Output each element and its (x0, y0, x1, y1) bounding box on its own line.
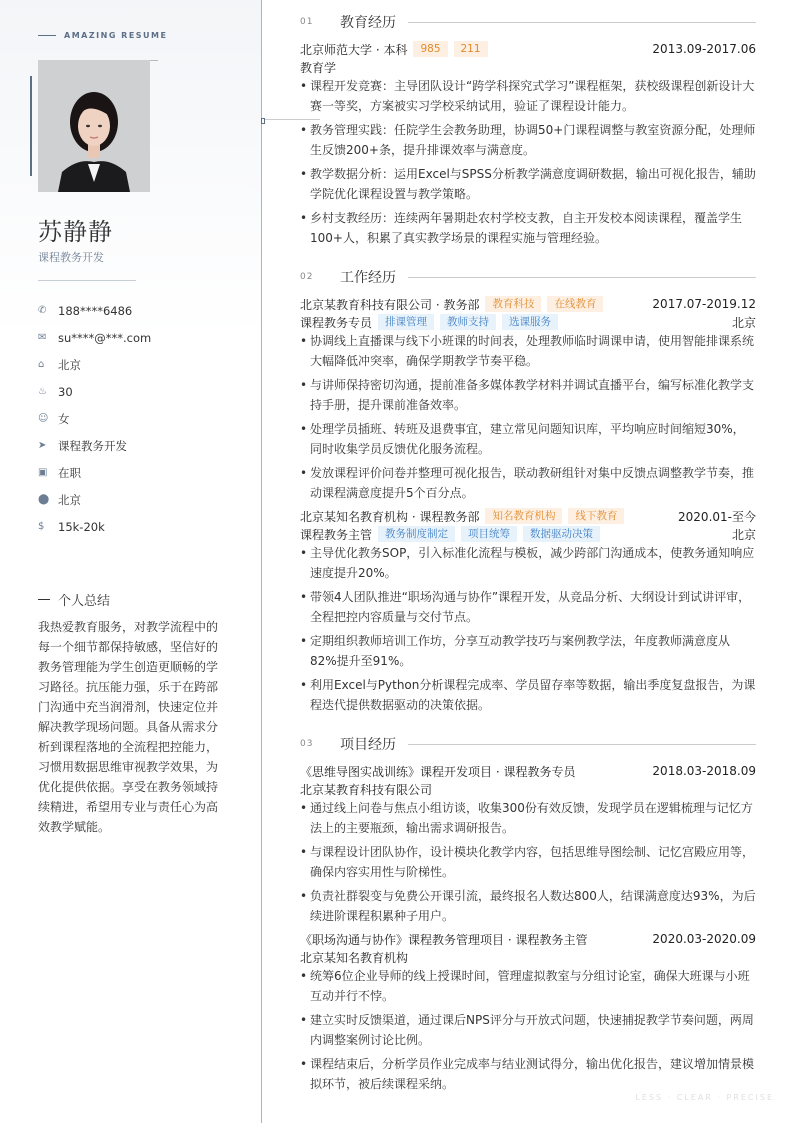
profile-photo (38, 60, 150, 192)
projects-header: 03 项目经历 (300, 734, 756, 754)
list-item: • 乡村支教经历：连续两年暑期赴农村学校支教，自主开发校本阅读课程，覆盖学生100+人，积累了真实教学场景的课程实施与管理经验。 (300, 208, 756, 248)
education-header: 01 教育经历 (300, 12, 756, 32)
divider (38, 280, 136, 281)
project-bullets (300, 798, 756, 930)
info-location: ⬤ 北京 (38, 492, 81, 507)
skill-tag: 教师支持 (440, 314, 496, 330)
info-salary: $ 15k-20k (38, 519, 105, 534)
profile-name: 苏静静 (38, 218, 113, 246)
email-icon: ✉ (38, 332, 47, 343)
home-icon: ⌂ (38, 359, 45, 370)
list-item: • 负责社群裂变与免费公开课引流，最终报名人数达800人，结课满意度达93%，为后续进阶课程积累种子用户。 (300, 886, 756, 926)
job-bullets (300, 543, 756, 719)
skill-tag: 排课管理 (378, 314, 434, 330)
list-item: • 主导优化教务SOP，引入标准化流程与模板，减少跨部门沟通成本，使教务通知响应速度提升20%。 (300, 543, 756, 583)
project-bullets (300, 966, 756, 1098)
list-item: • 协调线上直播课与线下小班课的时间表，处理教师临时调课申请，使用智能排课系统大幅降低冲突率，确保学期教学节奏平稳。 (300, 331, 756, 371)
send-icon: ➤ (38, 440, 47, 451)
list-item: • 定期组织教师培训工作坊，分享互动教学技巧与案例教学法，年度教师满意度从82%提升至91%。 (300, 631, 756, 671)
education-bullets (300, 76, 756, 252)
contact-info (38, 297, 151, 540)
summary-title: 个人总结 (38, 590, 110, 609)
list-item: • 教务管理实践：任院学生会教务助理，协调50+门课程调整与教室资源分配，处理师生反馈200+条，提升排课效率与满意度。 (300, 120, 756, 160)
skill-tag: 教务制度制定 (378, 526, 455, 542)
tag: 985 (413, 41, 447, 57)
profile-role: 课程教务开发 (38, 251, 104, 264)
education-major-row: 教育学 (300, 60, 337, 75)
list-item: • 处理学员插班、转班及退费事宜，建立常见问题知识库，平均响应时间缩短30%，同时收集学员反馈优化服务流程。 (300, 419, 756, 459)
list-item: • 通过线上问卷与焦点小组访谈，收集300份有效反馈，发现学员在逻辑梳理与记忆方法上的主要瓶颈，输出需求调研报告。 (300, 798, 756, 838)
summary-text: 我热爱教育服务，对教学流程中的每一个细节都保持敏感，坚信好的教务管理能为学生创造更顺畅的学习路径。抗压能力强，乐于在跨部门沟通中充当润滑剂，快速定位并解决教学现场问题。具备从需求分析到课程落地的全流程把控能力，习惯用数据思维审视教学效果，为优化提供依据。享受在教务领域持续精进，希望用专业与责任心为高效教学赋能。 (38, 620, 219, 834)
info-status: ▣ 在职 (38, 465, 81, 480)
age-icon: ♨ (38, 386, 47, 397)
brand-label: AMAZING RESUME (38, 31, 167, 40)
salary-icon: $ (38, 521, 45, 532)
job-position-row: 课程教务专员 排课管理 教师支持 选课服务 北京 (300, 315, 756, 330)
education-school-row: 北京师范大学 · 本科 985 211 2013.09-2017.06 (300, 42, 756, 57)
info-phone: ✆ 188****6486 (38, 303, 133, 318)
job-company-row: 北京某知名教育机构 · 课程教务部 知名教育机构 线下教育 2020.01-至今 (300, 509, 756, 524)
list-item: • 课程结束后，分析学员作业完成率与结业测试得分，输出优化报告，建议增加情景模拟环节，被后续课程采纳。 (300, 1054, 756, 1094)
list-item: • 利用Excel与Python分析课程完成率、学员留存率等数据，输出季度复盘报告，为课程迭代提供数据驱动的决策依据。 (300, 675, 756, 715)
job-position-row: 课程教务主管 教务制度制定 项目统筹 数据驱动决策 北京 (300, 527, 756, 542)
info-gender: ☺ 女 (38, 411, 70, 426)
info-target: ➤ 课程教务开发 (38, 438, 127, 453)
project-name-row: 《职场沟通与协作》课程教务管理项目 · 课程教务主管 2020.03-2020.09 (300, 932, 756, 947)
gender-icon: ☺ (38, 413, 49, 424)
project-org-row: 北京某教育科技有限公司 (300, 782, 433, 797)
location-icon: ⬤ (38, 494, 50, 505)
phone-icon: ✆ (38, 305, 47, 316)
list-item: • 建立实时反馈渠道，通过课后NPS评分与开放式问题，快速捕捉教学节奏问题，两周内调整案例讨论比例。 (300, 1010, 756, 1050)
info-age: ♨ 30 (38, 384, 73, 399)
tag: 线下教育 (568, 508, 624, 524)
tag: 211 (454, 41, 488, 57)
list-item: • 与讲师保持密切沟通，提前准备多媒体教学材料并调试直播平台，编写标准化教学支持手册，提升课前准备效率。 (300, 375, 756, 415)
list-item: • 课程开发竞赛：主导团队设计“跨学科探究式学习”课程框架，获校级课程创新设计大赛一等奖，方案被实习学校采纳试用，验证了课程设计能力。 (300, 76, 756, 116)
info-email: ✉ su****@***.com (38, 330, 152, 345)
tag: 在线教育 (547, 296, 603, 312)
briefcase-icon: ▣ (38, 467, 48, 478)
list-item: • 统筹6位企业导师的线上授课时间，管理虚拟教室与分组讨论室，确保大班课与小班互动并行不悖。 (300, 966, 756, 1006)
job-bullets (300, 331, 756, 507)
skill-tag: 项目统筹 (461, 526, 517, 542)
list-item: • 发放课程评价问卷并整理可视化报告，联动教研组针对集中反馈点调整教学节奏，推动课程满意度提升5个百分点。 (300, 463, 756, 503)
work-header: 02 工作经历 (300, 267, 756, 287)
project-org-row: 北京某知名教育机构 (300, 950, 409, 965)
job-company-row: 北京某教育科技有限公司 · 教务部 教育科技 在线教育 2017.07-2019.12 (300, 297, 756, 312)
skill-tag: 选课服务 (502, 314, 558, 330)
list-item: • 带领4人团队推进“职场沟通与协作”课程开发，从竞品分析、大纲设计到试讲评审，全程把控内容质量与交付节点。 (300, 587, 756, 627)
skill-tag: 数据驱动决策 (523, 526, 600, 542)
sidebar (0, 0, 262, 1123)
footer-motto: LESS · CLEAR · PRECISE (635, 1093, 774, 1102)
tag: 知名教育机构 (485, 508, 562, 524)
list-item: • 与课程设计团队协作，设计模块化教学内容，包括思维导图绘制、记忆宫殿应用等，确保内容实用性与阶梯性。 (300, 842, 756, 882)
list-item: • 教学数据分析：运用Excel与SPSS分析教学满意度调研数据，输出可视化报告，辅助学院优化课程设置与教学策略。 (300, 164, 756, 204)
tag: 教育科技 (485, 296, 541, 312)
info-hometown: ⌂ 北京 (38, 357, 81, 372)
project-name-row: 《思维导图实战训练》课程开发项目 · 课程教务专员 2018.03-2018.09 (300, 764, 756, 779)
